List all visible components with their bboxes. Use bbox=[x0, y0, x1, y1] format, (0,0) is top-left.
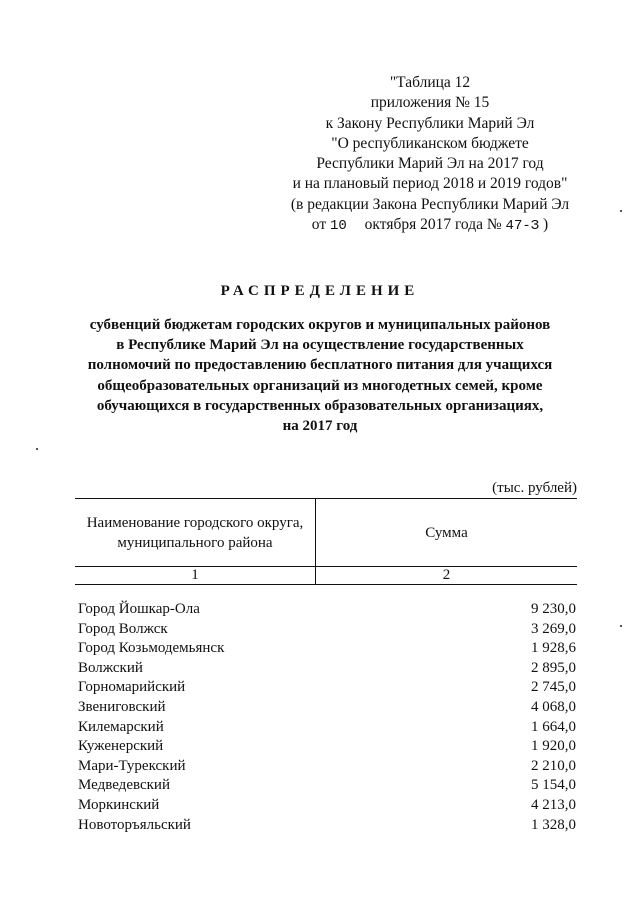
row-amount: 4 068,0 bbox=[531, 698, 576, 715]
header-line: "О республиканском бюджете bbox=[331, 134, 529, 152]
row-amount: 5 154,0 bbox=[531, 777, 576, 794]
table-row bbox=[78, 757, 576, 777]
header-line: к Закону Республики Марий Эл bbox=[325, 114, 535, 132]
row-name: Город Козьмодемьянск bbox=[78, 640, 225, 657]
header-law-number: 47-З bbox=[505, 218, 540, 235]
row-name: Мари-Турекский bbox=[78, 757, 186, 774]
row-amount: 4 213,0 bbox=[531, 796, 576, 813]
scan-speck bbox=[36, 448, 38, 450]
column-number: 2 bbox=[316, 567, 578, 585]
table-row bbox=[78, 796, 576, 816]
row-name: Горномарийский bbox=[78, 679, 186, 696]
table-row bbox=[78, 659, 576, 679]
document-title: РАСПРЕДЕЛЕНИЕ bbox=[220, 283, 420, 299]
row-amount: 2 210,0 bbox=[531, 757, 576, 774]
subtitle-line: в Республике Марий Эл на осуществление государственных bbox=[116, 337, 524, 354]
row-name: Куженерский bbox=[78, 738, 164, 755]
scan-speck bbox=[620, 210, 622, 212]
row-name: Город Йошкар-Ола bbox=[78, 601, 200, 617]
table-body bbox=[78, 600, 576, 835]
table-header bbox=[75, 498, 577, 585]
document-subtitle bbox=[60, 315, 580, 436]
scan-speck bbox=[620, 625, 622, 627]
column-header-line: муниципального района bbox=[117, 534, 273, 551]
row-amount: 1 920,0 bbox=[531, 738, 576, 755]
row-name: Волжский bbox=[78, 659, 143, 676]
header-line: приложения № 15 bbox=[370, 94, 490, 112]
row-name: Медведевский bbox=[78, 777, 170, 794]
table-row bbox=[78, 737, 576, 757]
table-row bbox=[78, 639, 576, 659]
row-name: Килемарский bbox=[78, 718, 164, 735]
header-last-line bbox=[270, 215, 590, 236]
row-amount: 2 895,0 bbox=[531, 659, 576, 676]
header-line: (в редакции Закона Республики Марий Эл bbox=[290, 195, 570, 213]
row-amount: 2 745,0 bbox=[531, 679, 576, 696]
subtitle-line: общеобразовательных организаций из многодетных семей, кроме bbox=[97, 377, 543, 394]
table-row bbox=[78, 678, 576, 698]
subtitle-line: на 2017 год bbox=[282, 418, 358, 435]
header-date-prefix: от bbox=[311, 216, 327, 234]
header-line: Республики Марий Эл на 2017 год bbox=[316, 155, 544, 173]
header-date-middle: октября 2017 года № bbox=[364, 216, 502, 234]
table-row bbox=[78, 816, 576, 836]
units-label: (тыс. рублей) bbox=[492, 480, 577, 496]
row-amount: 1 928,6 bbox=[531, 640, 576, 657]
subtitle-line: субвенций бюджетам городских округов и муниципальных районов bbox=[89, 317, 551, 333]
table-row bbox=[78, 776, 576, 796]
row-amount: 1 328,0 bbox=[531, 816, 576, 833]
table-row bbox=[78, 698, 576, 718]
column-header-line: Наименование городского округа, bbox=[86, 514, 304, 531]
row-amount: 1 664,0 bbox=[531, 718, 576, 735]
appendix-header bbox=[270, 73, 590, 236]
column-header-amount bbox=[316, 499, 578, 567]
row-amount: 9 230,0 bbox=[531, 601, 576, 617]
table-row bbox=[78, 600, 576, 620]
header-line: и на плановый период 2018 и 2019 годов" bbox=[292, 175, 568, 193]
table-row bbox=[78, 718, 576, 738]
row-name: Звениговский bbox=[78, 698, 166, 715]
header-line: "Таблица 12 bbox=[389, 74, 471, 91]
header-date-day: 10 bbox=[329, 218, 347, 235]
column-number: 1 bbox=[75, 567, 316, 585]
row-name: Новоторъяльский bbox=[78, 816, 191, 833]
column-header-name bbox=[75, 499, 316, 567]
header-date-suffix: ) bbox=[543, 216, 549, 234]
subtitle-line: полномочий по предоставлению бесплатного питания для учащихся bbox=[87, 357, 553, 374]
row-name: Город Волжск bbox=[78, 620, 168, 637]
table-row bbox=[78, 620, 576, 640]
subtitle-line: обучающихся в государственных образовательных организациях, bbox=[96, 397, 544, 414]
column-header-line: Сумма bbox=[425, 524, 468, 541]
row-name: Моркинский bbox=[78, 796, 160, 813]
row-amount: 3 269,0 bbox=[531, 620, 576, 637]
